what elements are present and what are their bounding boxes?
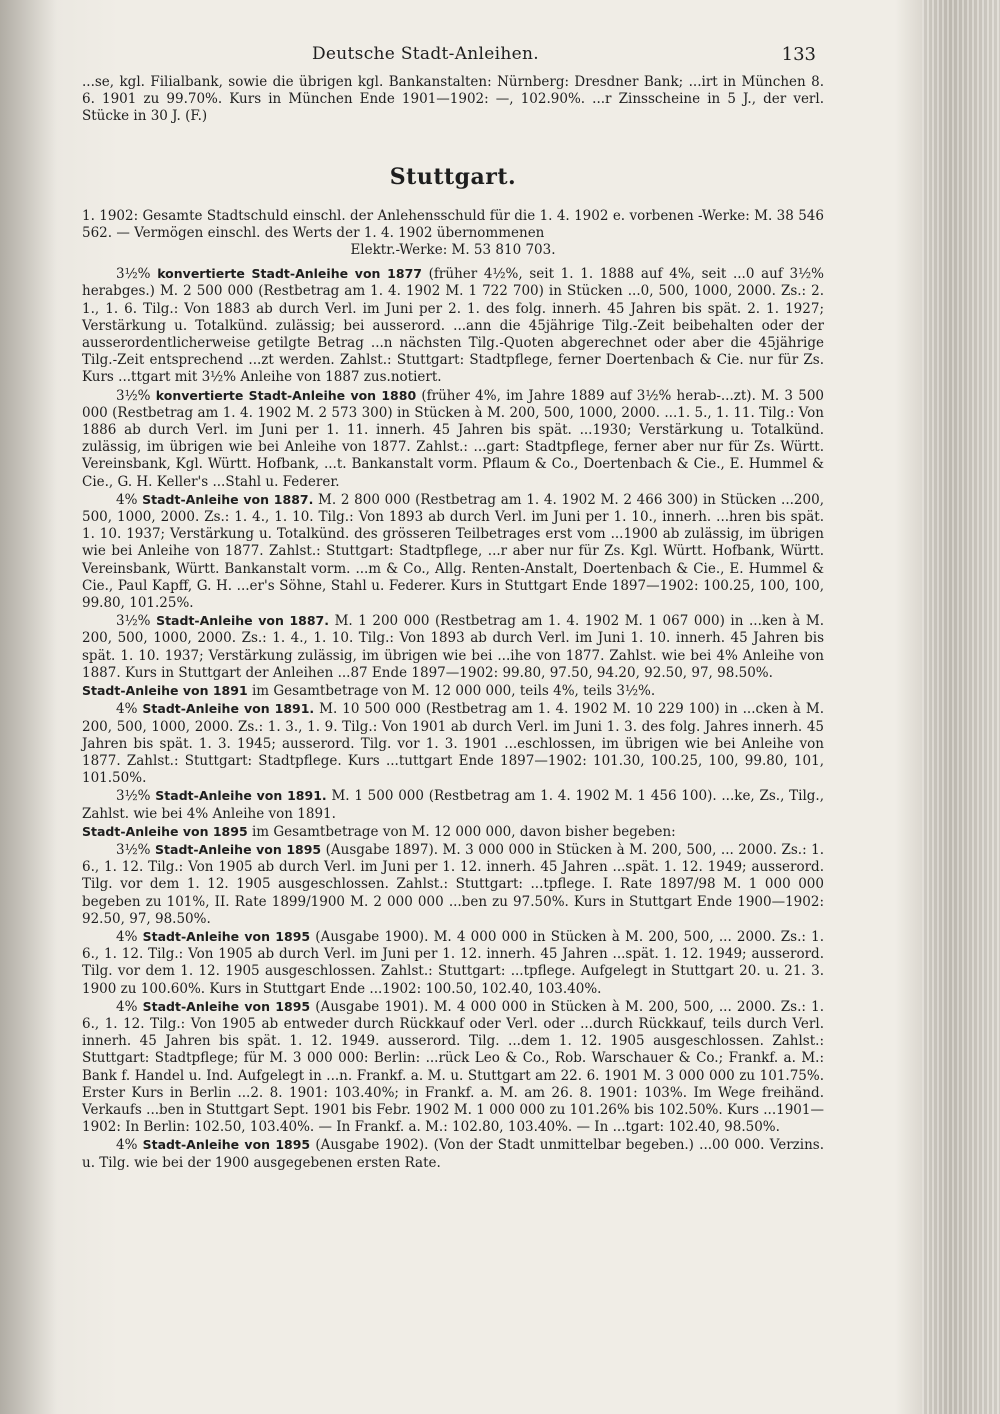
loan-title: Stadt-Anleihe von 1887. (156, 613, 329, 629)
loan-title: Stadt-Anleihe von 1895 (155, 841, 322, 857)
section-intro (82, 208, 824, 260)
loan-description: (Ausgabe 1897). M. 3 000 000 in Stücken à M. 200, 500, ... 2000. Zs.: 1. 6., 1. 12. Tilg.: Von 1905 ab durch Verl. im Juni per 1. 12. innerh. 45 Jahren ...spät. 1. 12. 1949; ausserord. Tilg. vor dem 1. 12. 1905 ausgeschlossen. Zahlst.: Stuttgart: ...tpflege. I. Rate 1897/98 M. 1 000 000 begeben zu 101%, II. Rate 1899/1900 M. 2 000 000 ...ben zu 97.50%. Kurs in Stuttgart Ende 1900—1902: 92.50, 97, 98.50%. (82, 841, 825, 927)
loan-description: (Ausgabe 1901). M. 4 000 000 in Stücken à M. 200, 500, ... 2000. Zs.: 1. 6., 1. 12. Tilg.: Von 1905 ab entweder durch Rückkauf oder Verl. oder ...durch Rückkauf, teils durch Verl. innerh. 45 Jahren bis spät. 1. 12. 1949. ausserord. Tilg. ...dem 1. 12. 1905 ausgeschlossen. Zahlst.: Stuttgart: Stadtpflege; für M. 3 000 000: Berlin: ...rück Leo & Co., Rob. Warschauer & Co.; Frankf. a. M.: Bank f. Handel u. Ind. Aufgelegt in ...n. Frankf. a. M. u. Stuttgart am 22. 6. 1901 M. 3 000 000 zu 101.75%. Erster Kurs in Berlin ...2. 8. 1901: 103.40%; in Frankf. a. M. am 26. 8. 1901: 103%. Im Wege freihänd. Verkaufs ...ben in Stuttgart Sept. 1901 bis Febr. 1902 M. 1 000 000 zu 101.26% bis 102.50%. Kurs ...1901—1902: In Berlin: 102.50, 103.40%. — In Frankf. a. M.: 102.80, 103.40%. — In ...tgart: 102.40, 98.50%. (82, 998, 824, 1136)
loan-description: (früher 4%, im Jahre 1889 auf 3½% herab-...zt). M. 3 500 000 (Restbetrag am 1. 4. 1902 M. 2 573 300) in Stücken à M. 200, 500, 1000, 2000. ...1. 5., 1. 11. Tilg.: Von 1886 ab durch Verl. im Juni per 1. 11. innerh. 45 Jahren bis spät. ...1930; Verstärkung u. Totalkünd. zulässig, im übrigen wie bei Anleihe von 1877. Zahlst.: ...gart: Stadtpflege, ferner aber nur für Zs. Württ. Vereinsbank, Kgl. Württ. Hofbank, ...t. Bankanstalt vorm. Pflaum & Co., Doertenbach & Cie., E. Hummel & Cie., G. H. Keller's ...Stahl u. Federer. (82, 387, 824, 490)
loan-entry (82, 823, 824, 841)
interest-rate: 4% (116, 1137, 138, 1154)
loan-entries (82, 265, 824, 1172)
loan-title: Stadt-Anleihe von 1887. (142, 491, 314, 507)
interest-rate: 4% (116, 491, 138, 508)
interest-rate: 3½% (116, 266, 151, 283)
interest-rate: 3½% (116, 387, 151, 404)
loan-description: M. 10 500 000 (Restbetrag am 1. 4. 1902 M. 10 229 100) in ...cken à M. 200, 500, 1000, 2000. Zs.: 1. 3., 1. 9. Tilg.: Von 1901 ab durch Verl. im Juni 1. 3. des folg. Jahres innerh. 45 Jahren bis spät. 1. 3. 1945; ausserord. Tilg. vor 1. 3. 1901 ...eschlossen, im übrigen wie bei Anleihe von 1877. Zahlst.: Stuttgart: Stadtpflege. Kurs ...tuttgart Ende 1897—1902: 101.30, 100.25, 100, 99.80, 101, 101.50%. (82, 701, 825, 787)
page-header (82, 44, 824, 74)
page-number: 133 (781, 44, 816, 65)
section-intro-line-2: Elektr.-Werke: M. 53 810 703. (350, 242, 556, 259)
loan-title: Stadt-Anleihe von 1895 (142, 998, 311, 1014)
loan-entry (82, 265, 824, 386)
loan-description: M. 1 200 000 (Restbetrag am 1. 4. 1902 M. 1 067 000) in ...ken à M. 200, 500, 1000, 2000. Zs.: 1. 4., 1. 10. Tilg.: Von 1893 ab durch Verl. im Juni 1. 10. innerh. 45 Jahren bis spät. 1. 10. 1937; Verstärkung zulässig, im übrigen wie bei ...ihe von 1877. Zahlst. wie bei 4% Anleihe von 1887. Kurs in Stuttgart der Anleihen ...87 Ende 1897—1902: 99.80, 97.50, 94.20, 92.50, 97, 98.50%. (82, 613, 824, 681)
loan-entry (82, 491, 824, 612)
interest-rate: 3½% (116, 613, 151, 630)
interest-rate: 4% (116, 928, 138, 945)
loan-description: M. 1 500 000 (Restbetrag am 1. 4. 1902 M. 1 456 100). ...ke, Zs., Tilg., Zahlst. wie bei 4% Anleihe von 1891. (82, 788, 825, 822)
loan-entry (82, 682, 824, 700)
loan-title: Stadt-Anleihe von 1891. (155, 788, 327, 804)
loan-description: M. 2 800 000 (Restbetrag am 1. 4. 1902 M. 2 466 300) in Stücken ...200, 500, 1000, 2000. Zs.: 1. 4., 1. 10. Tilg.: Von 1893 ab durch Verl. im Juni per 1. 10., innerh. ...hren bis spät. 1. 10. 1937; Verstärkung u. Totalkünd. des grösseren Teilbetrages erst vom ...1900 ab zulässig, im übrigen wie bei Anleihe von 1877. Zahlst.: Stuttgart: Stadtpflege, ...r aber nur für Zs. Kgl. Württ. Hofbank, Württ. Vereinsbank, Württ. Bankanstalt vorm. ...m & Co., Allg. Renten-Anstalt, Doertenbach & Cie., E. Hummel & Cie., Paul Kapff, G. H. ...er's Söhne, Stahl u. Federer. Kurs in Stuttgart Ende 1897—1902: 100.25, 100, 100, 99.80, 101.25%. (82, 491, 824, 612)
section-intro-line: 1. 1902: Gesamte Stadtschuld einschl. der Anlehensschuld für die 1. 4. 1902 e. vorbenen -Werke: M. 38 546 562. — Vermögen einschl. des Werts der 1. 4. 1902 übernommenen (82, 207, 824, 241)
intro-text (82, 74, 824, 126)
loan-description: im Gesamtbetrage von M. 12 000 000, teils 4%, teils 3½%. (251, 683, 656, 700)
loan-entry (82, 612, 824, 682)
loan-title: Stadt-Anleihe von 1891. (142, 701, 315, 717)
loan-entry (82, 1136, 824, 1171)
intro-paragraph: ...se, kgl. Filialbank, sowie die übrigen kgl. Bankanstalten: Nürnberg: Dresdner Bank; ...irt in München 8. 6. 1901 zu 99.70%. Kurs in München Ende 1901—1902: —, 102.90%. ...r Zinsscheine in 5 J., der verl. Stücke in 30 J. (F.) (82, 74, 824, 125)
loan-title: konvertierte Stadt-Anleihe von 1877 (157, 266, 422, 282)
running-title: Deutsche Stadt-Anleihen. (312, 44, 539, 64)
page-edge-stack (922, 0, 1000, 1414)
document-page (82, 44, 824, 1172)
loan-entry (82, 387, 824, 491)
interest-rate: 4% (116, 701, 138, 718)
loan-description: (Ausgabe 1900). M. 4 000 000 in Stücken à M. 200, 500, ... 2000. Zs.: 1. 6., 1. 12. Tilg.: Von 1905 ab durch Verl. im Juni per 1. 12. innerh. 45 Jahren ...spät. 1. 12. 1949; ausserord. Tilg. vor dem 1. 12. 1905 ausgeschlossen. Zahlst.: Stuttgart: ...tpflege. Aufgelegt in Stuttgart 20. u. 21. 3. 1900 zu 100.60%. Kurs in Stuttgart Ende ...1902: 100.50, 102.40, 103.40%. (82, 928, 824, 997)
loan-title: Stadt-Anleihe von 1891 (82, 683, 248, 699)
loan-description: (Ausgabe 1902). (Von der Stadt unmittelbar begeben.) ...00 000. Verzins. u. Tilg. wie bei der 1900 ausgegebenen ersten Rate. (82, 1137, 824, 1171)
loan-title: konvertierte Stadt-Anleihe von 1880 (155, 387, 417, 403)
loan-entry (82, 998, 824, 1137)
interest-rate: 3½% (116, 788, 151, 805)
loan-entry (82, 787, 824, 822)
interest-rate: 4% (116, 998, 138, 1015)
loan-title: Stadt-Anleihe von 1895 (142, 928, 311, 944)
loan-entry (82, 928, 824, 998)
book-binding-shadow (0, 0, 58, 1414)
loan-entry (82, 700, 824, 787)
loan-description: im Gesamtbetrage von M. 12 000 000, davon bisher begeben: (251, 823, 676, 840)
section-title: Stuttgart. (389, 163, 517, 190)
loan-description: (früher 4½%, seit 1. 1. 1888 auf 4%, seit ...0 auf 3½% herabges.) M. 2 500 000 (Restbetrag am 1. 4. 1902 M. 1 722 700) in Stücken ...0, 500, 1000, 2000. Zs.: 2. 1., 1. 6. Tilg.: Von 1883 ab durch Verl. im Juni per 2. 1. des folg. innerh. 45 Jahren bis spät. 2. 1. 1927; Verstärkung u. Totalkünd. zulässig; bei ausserord. ...ann die 45jährige Tilg.-Zeit beibehalten oder der ausserordentlicherweise getilgte Betrag ...n nächsten Tilg.-Quoten abgerechnet oder aber die 45jährige Tilg.-Zeit entsprechend ...zt werden. Zahlst.: Stuttgart: Stadtpflege, ferner Doertenbach & Cie. nur für Zs. Kurs ...ttgart mit 3½% Anleihe von 1887 zus.notiert. (82, 266, 825, 386)
loan-title: Stadt-Anleihe von 1895 (142, 1137, 311, 1153)
interest-rate: 3½% (116, 841, 151, 858)
loan-entry (82, 841, 824, 928)
loan-title: Stadt-Anleihe von 1895 (82, 823, 248, 839)
